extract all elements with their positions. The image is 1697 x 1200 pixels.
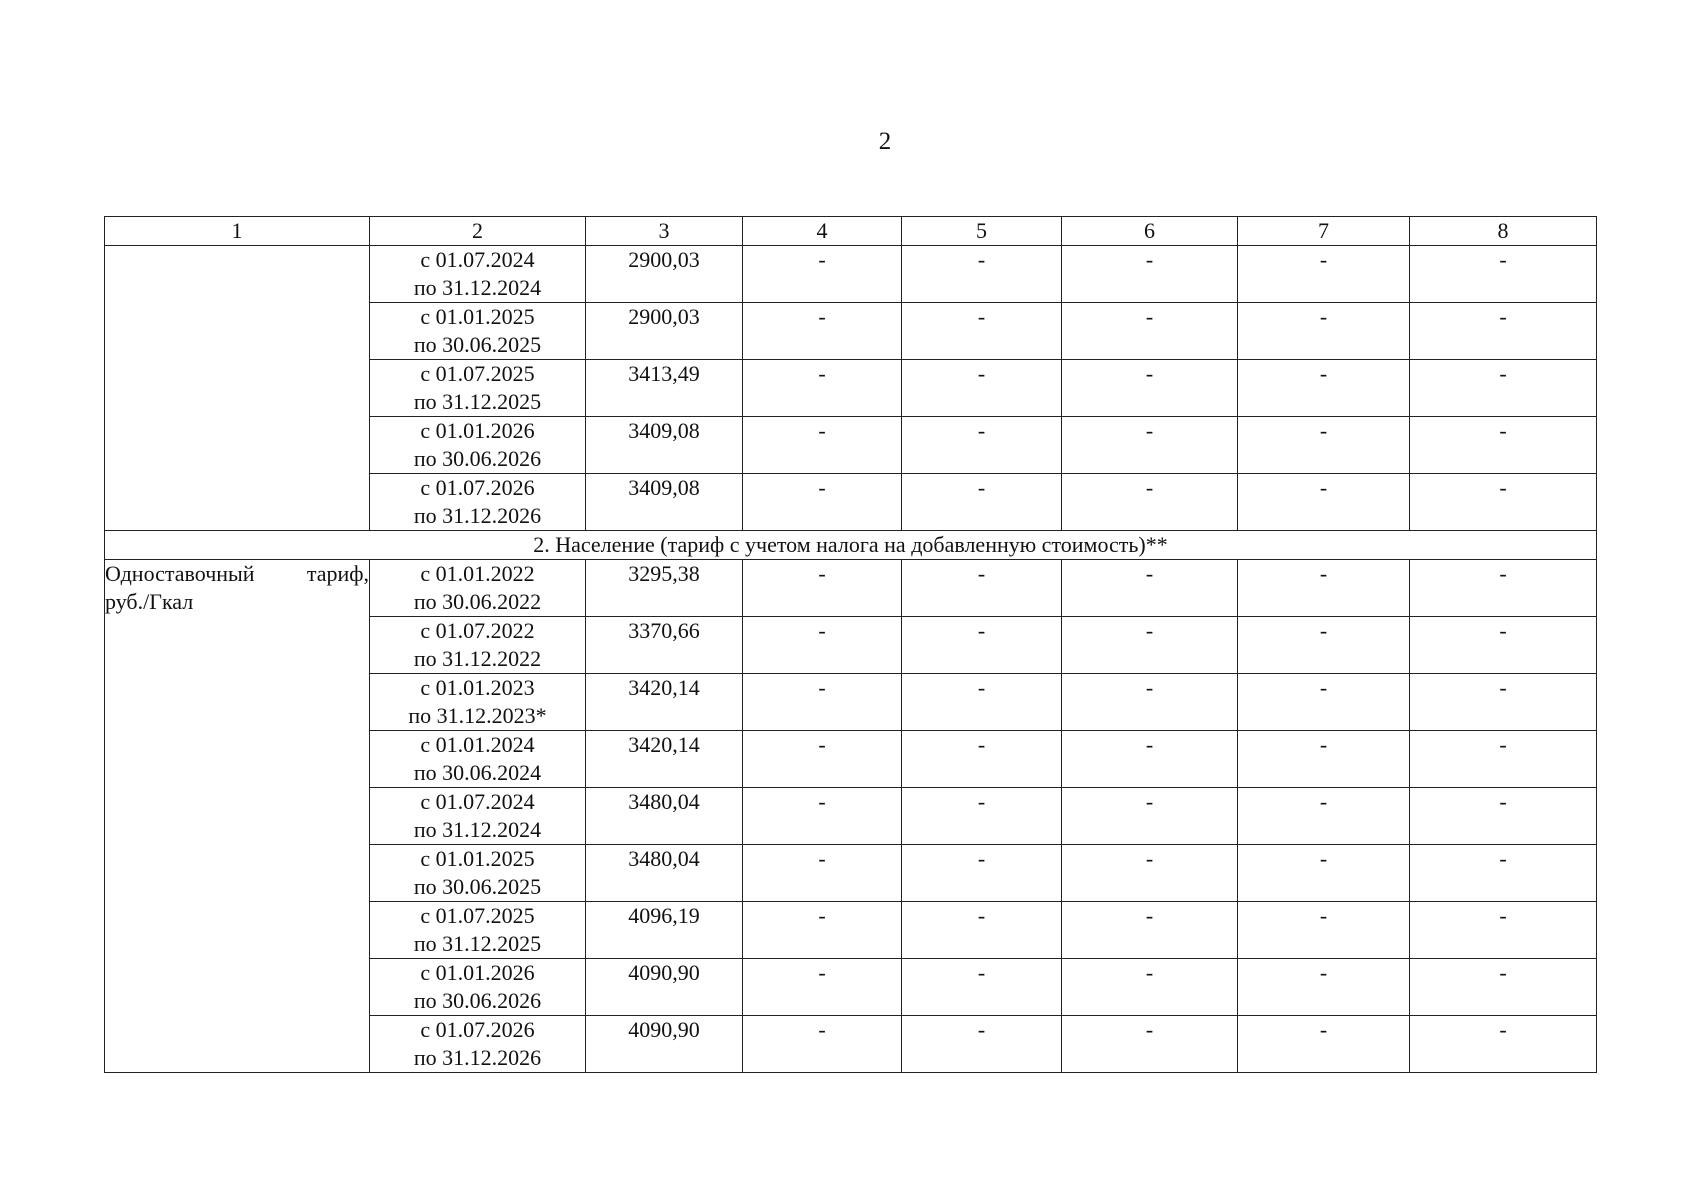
period-cell [370, 902, 586, 959]
tariff-value: 4096,19 [586, 902, 743, 959]
table-row [105, 246, 1597, 303]
period-cell [370, 246, 586, 303]
empty-value-dash: - [902, 474, 1062, 531]
empty-value-dash: - [1410, 474, 1597, 531]
empty-value-dash: - [902, 617, 1062, 674]
empty-value-dash: - [1410, 617, 1597, 674]
period-cell [370, 674, 586, 731]
empty-value-dash: - [1238, 788, 1410, 845]
empty-value-dash: - [743, 902, 902, 959]
column-header: 7 [1238, 217, 1410, 246]
period-cell [370, 1016, 586, 1073]
period-from: с 01.07.2025 [420, 903, 535, 928]
empty-value-dash: - [1410, 417, 1597, 474]
empty-value-dash: - [1062, 246, 1238, 303]
empty-value-dash: - [1238, 902, 1410, 959]
period-cell [370, 360, 586, 417]
section-heading: 2. Население (тариф с учетом налога на добавленную стоимость)** [105, 531, 1597, 560]
period-cell [370, 417, 586, 474]
empty-value-dash: - [1062, 845, 1238, 902]
empty-value-dash: - [1238, 474, 1410, 531]
column-header: 8 [1410, 217, 1597, 246]
empty-value-dash: - [902, 246, 1062, 303]
empty-value-dash: - [1410, 560, 1597, 617]
empty-value-dash: - [902, 303, 1062, 360]
tariff-value: 3413,49 [586, 360, 743, 417]
empty-value-dash: - [1238, 959, 1410, 1016]
column-header: 6 [1062, 217, 1238, 246]
period-cell [370, 845, 586, 902]
empty-value-dash: - [743, 845, 902, 902]
column-header: 1 [105, 217, 370, 246]
empty-value-dash: - [743, 360, 902, 417]
period-from: с 01.07.2024 [420, 789, 535, 814]
period-cell [370, 617, 586, 674]
period-from: с 01.01.2024 [420, 732, 535, 757]
tariff-table [104, 216, 1597, 1073]
tariff-value: 3420,14 [586, 674, 743, 731]
tariff-label: Одноставочный тариф, руб./Гкал [105, 560, 370, 1073]
empty-value-dash: - [1410, 902, 1597, 959]
empty-value-dash: - [743, 417, 902, 474]
column-header: 4 [743, 217, 902, 246]
empty-value-dash: - [1238, 360, 1410, 417]
period-from: с 01.07.2026 [420, 475, 535, 500]
empty-value-dash: - [902, 731, 1062, 788]
period-cell [370, 474, 586, 531]
period-to: по 31.12.2022 [413, 646, 542, 671]
empty-value-dash: - [743, 1016, 902, 1073]
period-from: с 01.07.2024 [420, 247, 535, 272]
empty-value-dash: - [902, 674, 1062, 731]
empty-value-dash: - [743, 788, 902, 845]
tariff-value: 3295,38 [586, 560, 743, 617]
empty-value-dash: - [1238, 417, 1410, 474]
empty-value-dash: - [1062, 417, 1238, 474]
empty-value-dash: - [743, 246, 902, 303]
empty-value-dash: - [902, 788, 1062, 845]
period-from: с 01.07.2025 [420, 361, 535, 386]
empty-value-dash: - [1410, 959, 1597, 1016]
empty-value-dash: - [902, 417, 1062, 474]
column-number-row [105, 217, 1597, 246]
tariff-value: 3480,04 [586, 788, 743, 845]
period-cell [370, 959, 586, 1016]
period-to: по 30.06.2026 [413, 446, 542, 471]
empty-value-dash: - [1238, 674, 1410, 731]
empty-value-dash: - [1410, 674, 1597, 731]
period-to: по 30.06.2025 [413, 874, 542, 899]
empty-value-dash: - [743, 303, 902, 360]
empty-value-dash: - [1062, 474, 1238, 531]
empty-value-dash: - [1410, 845, 1597, 902]
empty-value-dash: - [1410, 731, 1597, 788]
empty-value-dash: - [1062, 674, 1238, 731]
period-cell [370, 788, 586, 845]
empty-value-dash: - [902, 360, 1062, 417]
tariff-value: 3420,14 [586, 731, 743, 788]
empty-value-dash: - [1410, 303, 1597, 360]
tariff-value: 3480,04 [586, 845, 743, 902]
period-cell [370, 560, 586, 617]
empty-value-dash: - [902, 560, 1062, 617]
empty-value-dash: - [902, 959, 1062, 1016]
empty-value-dash: - [1238, 617, 1410, 674]
empty-value-dash: - [1238, 246, 1410, 303]
page-number: 2 [878, 128, 892, 155]
empty-value-dash: - [743, 959, 902, 1016]
period-to: по 30.06.2022 [413, 589, 542, 614]
empty-value-dash: - [1062, 788, 1238, 845]
empty-value-dash: - [743, 731, 902, 788]
empty-value-dash: - [1062, 1016, 1238, 1073]
period-cell [370, 731, 586, 788]
tariff-label [105, 246, 370, 531]
period-from: с 01.01.2023 [420, 675, 535, 700]
empty-value-dash: - [1238, 1016, 1410, 1073]
empty-value-dash: - [902, 845, 1062, 902]
empty-value-dash: - [1062, 360, 1238, 417]
empty-value-dash: - [1238, 303, 1410, 360]
section-row [105, 531, 1597, 560]
period-from: с 01.01.2025 [420, 846, 535, 871]
column-header: 3 [586, 217, 743, 246]
tariff-value: 3409,08 [586, 417, 743, 474]
period-to: по 30.06.2026 [413, 988, 542, 1013]
period-from: с 01.01.2026 [420, 418, 535, 443]
period-from: с 01.01.2025 [420, 304, 535, 329]
period-to: по 30.06.2024 [413, 760, 542, 785]
period-to: по 31.12.2025 [413, 389, 542, 414]
period-cell [370, 303, 586, 360]
period-from: с 01.01.2026 [420, 960, 535, 985]
empty-value-dash: - [1062, 617, 1238, 674]
table-row [105, 560, 1597, 617]
column-header: 2 [370, 217, 586, 246]
empty-value-dash: - [1238, 845, 1410, 902]
period-to: по 30.06.2025 [413, 332, 542, 357]
tariff-value: 2900,03 [586, 246, 743, 303]
empty-value-dash: - [1238, 731, 1410, 788]
period-from: с 01.07.2022 [420, 618, 535, 643]
empty-value-dash: - [743, 560, 902, 617]
empty-value-dash: - [1238, 560, 1410, 617]
tariff-value: 2900,03 [586, 303, 743, 360]
empty-value-dash: - [902, 902, 1062, 959]
empty-value-dash: - [1410, 246, 1597, 303]
period-to: по 31.12.2025 [413, 931, 542, 956]
period-to: по 31.12.2026 [413, 1045, 542, 1070]
period-to: по 31.12.2026 [413, 503, 542, 528]
tariff-value: 4090,90 [586, 1016, 743, 1073]
empty-value-dash: - [1062, 303, 1238, 360]
empty-value-dash: - [1410, 360, 1597, 417]
tariff-value: 4090,90 [586, 959, 743, 1016]
empty-value-dash: - [743, 617, 902, 674]
period-to: по 31.12.2024 [413, 275, 542, 300]
column-header: 5 [902, 217, 1062, 246]
empty-value-dash: - [1410, 788, 1597, 845]
empty-value-dash: - [1410, 1016, 1597, 1073]
empty-value-dash: - [1062, 731, 1238, 788]
empty-value-dash: - [1062, 959, 1238, 1016]
empty-value-dash: - [1062, 560, 1238, 617]
empty-value-dash: - [743, 674, 902, 731]
period-from: с 01.07.2026 [420, 1017, 535, 1042]
empty-value-dash: - [1062, 902, 1238, 959]
period-from: с 01.01.2022 [420, 561, 535, 586]
empty-value-dash: - [743, 474, 902, 531]
period-to: по 31.12.2024 [413, 817, 542, 842]
tariff-value: 3409,08 [586, 474, 743, 531]
tariff-value: 3370,66 [586, 617, 743, 674]
period-to: по 31.12.2023* [408, 703, 547, 728]
empty-value-dash: - [902, 1016, 1062, 1073]
